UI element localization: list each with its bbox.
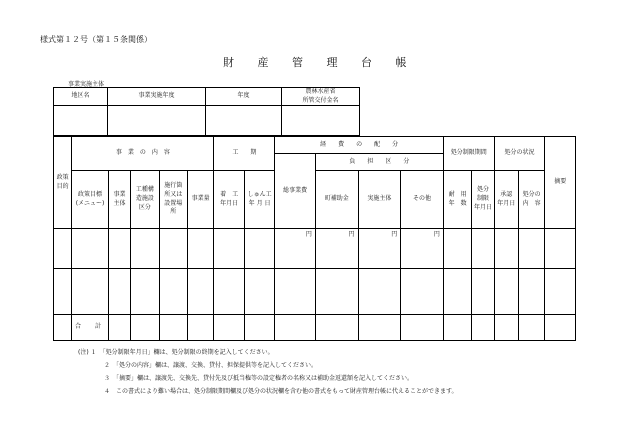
disposal-limit-period-header: 処分制限期間	[443, 137, 494, 171]
table-cell[interactable]	[358, 269, 401, 315]
policy-purpose-header: 政策 目的	[54, 137, 72, 229]
table-cell[interactable]	[54, 229, 72, 269]
table-row	[54, 229, 576, 269]
table-cell[interactable]	[187, 269, 213, 315]
disposal-status-header: 処分の状況	[494, 137, 545, 171]
useful-life-header: 耐 用 年 数	[443, 171, 471, 229]
table-cell[interactable]	[187, 315, 213, 341]
approval-date-header: 承認 年月日	[494, 171, 518, 229]
total-label: 合 計	[72, 315, 109, 341]
location-header: 施行箇 所又は 設置場 所	[159, 171, 187, 229]
table-cell[interactable]	[472, 229, 494, 269]
notes	[78, 346, 458, 398]
table-cell[interactable]	[54, 315, 72, 341]
table-cell[interactable]	[545, 229, 576, 269]
table-cell[interactable]	[108, 269, 130, 315]
table-cell[interactable]	[159, 315, 187, 341]
table-cell[interactable]	[518, 315, 544, 341]
table-cell[interactable]	[244, 269, 274, 315]
table-cell[interactable]	[494, 269, 518, 315]
table-cell[interactable]	[401, 315, 444, 341]
policy-goal-header: 政策目標 (メニュー)	[72, 171, 109, 229]
fiscal-year-cell[interactable]	[206, 106, 282, 136]
burden-category-header: 負 担 区 分	[315, 154, 443, 171]
table-cell[interactable]	[131, 229, 159, 269]
implementing-entity-header: 実施主体	[358, 171, 401, 229]
work-type-header: 工種構 造施設 区分	[131, 171, 159, 229]
table-cell[interactable]	[315, 315, 358, 341]
entity-table	[53, 87, 360, 136]
quantity-header: 事業量	[187, 171, 213, 229]
note-2: ２ 「処分の内容」欄は、譲渡、交換、貸付、担保提供等を記入してください。	[104, 362, 318, 369]
asset-ledger-table	[53, 136, 576, 341]
table-cell[interactable]	[244, 229, 274, 269]
table-cell[interactable]	[244, 315, 274, 341]
subsidy-name-cell[interactable]	[282, 106, 360, 136]
table-cell[interactable]	[545, 269, 576, 315]
table-cell[interactable]	[494, 229, 518, 269]
table-cell[interactable]	[472, 269, 494, 315]
other-cell[interactable]: 円	[401, 229, 444, 269]
year-header: 事業実施年度	[108, 88, 206, 106]
table-cell[interactable]	[72, 229, 109, 269]
region-cell[interactable]	[54, 106, 108, 136]
town-subsidy-cell[interactable]: 円	[315, 229, 358, 269]
table-cell[interactable]	[545, 315, 576, 341]
document-title: 財 産 管 理 台 帳	[223, 56, 407, 69]
expense-allocation-header: 経 費 の 配 分	[275, 137, 444, 154]
note-4: ４ この書式により難い場合は、処分制限期間欄及び処分の状況欄を含む他の書式をもって財産管理台帳に代えることができます。	[104, 388, 458, 395]
table-cell[interactable]	[214, 315, 244, 341]
entity-label: 事業実施主体	[68, 81, 105, 88]
start-date-header: 着 工 年月日	[214, 171, 244, 229]
construction-period-header: 工 期	[214, 137, 275, 171]
completion-date-header: しゅん工 年 月 日	[244, 171, 274, 229]
table-cell[interactable]	[108, 315, 130, 341]
table-cell[interactable]	[187, 229, 213, 269]
total-cost-cell[interactable]: 円	[275, 229, 316, 269]
region-header: 地区名	[54, 88, 108, 106]
disposal-content-header: 処分の 内 容	[518, 171, 544, 229]
table-cell[interactable]	[315, 269, 358, 315]
table-cell[interactable]	[108, 229, 130, 269]
table-cell[interactable]	[518, 229, 544, 269]
table-cell[interactable]	[54, 269, 72, 315]
fiscal-year-header: 年度	[206, 88, 282, 106]
table-cell[interactable]	[443, 229, 471, 269]
table-cell[interactable]	[443, 315, 471, 341]
table-cell[interactable]	[131, 315, 159, 341]
table-cell[interactable]	[275, 269, 316, 315]
implementing-entity-cell[interactable]: 円	[358, 229, 401, 269]
table-cell[interactable]	[443, 269, 471, 315]
table-cell[interactable]	[214, 269, 244, 315]
project-actor-header: 事業 主体	[108, 171, 130, 229]
table-cell[interactable]	[131, 269, 159, 315]
table-cell[interactable]	[72, 269, 109, 315]
table-cell[interactable]	[214, 229, 244, 269]
table-cell[interactable]	[358, 315, 401, 341]
total-row	[54, 315, 576, 341]
table-cell[interactable]	[494, 315, 518, 341]
form-number: 様式第１２号（第１５条関係）	[40, 35, 152, 44]
table-row	[54, 269, 576, 315]
disposal-limit-date-header: 処分 制限 年月日	[472, 171, 494, 229]
table-cell[interactable]	[159, 269, 187, 315]
project-content-header: 事 業 の 内 容	[72, 137, 214, 171]
town-subsidy-header: 町補助金	[315, 171, 358, 229]
table-cell[interactable]	[518, 269, 544, 315]
year-cell[interactable]	[108, 106, 206, 136]
table-cell[interactable]	[275, 315, 316, 341]
note-1: (注) １ 「処分制限年月日」欄は、処分制限の終期を記入してください。	[78, 349, 274, 356]
remarks-header: 摘要	[545, 137, 576, 229]
total-cost-header: 総事業費	[275, 154, 316, 229]
other-header: その他	[401, 171, 444, 229]
table-cell[interactable]	[159, 229, 187, 269]
subsidy-name-header: 農林水産省 所管交付金名	[282, 88, 360, 106]
table-cell[interactable]	[401, 269, 444, 315]
note-3: ３ 「摘要」欄は、譲渡先、交換先、貸付先及び抵当権等の設定権者の名称又は補助金返還額を記入してください。	[104, 375, 414, 382]
table-cell[interactable]	[472, 315, 494, 341]
